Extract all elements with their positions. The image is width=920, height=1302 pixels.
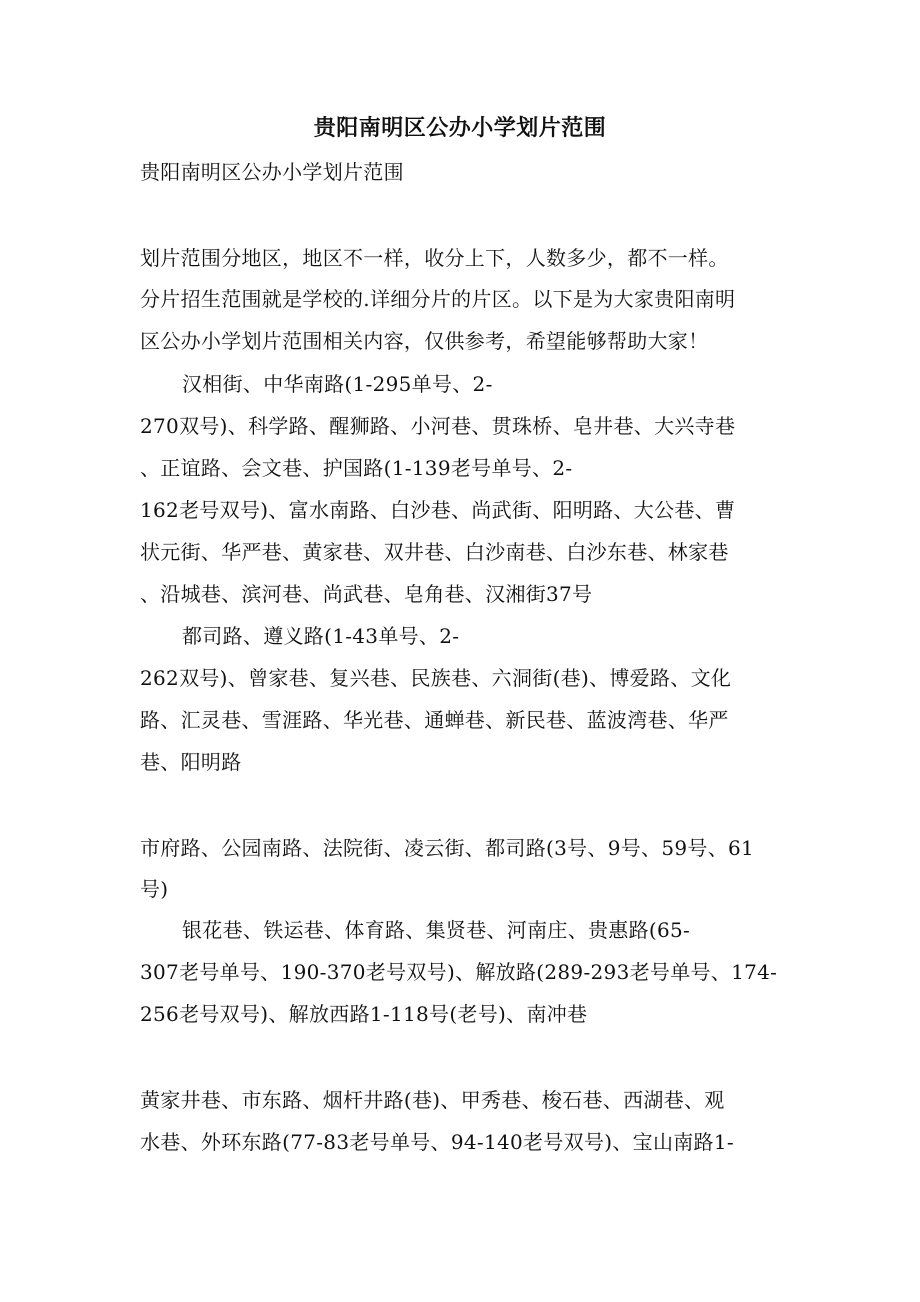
paragraph-line: 256老号双号)、解放西路1-118号(老号)、南冲巷 [140,1002,588,1026]
paragraph-line: 划片范围分地区，地区不一样，收分上下，人数多少，都不一样。 [140,246,729,270]
paragraph-line: 状元街、华严巷、黄家巷、双井巷、白沙南巷、白沙东巷、林家巷 [140,540,729,564]
paragraph-line: 307老号单号、190-370老号双号)、解放路(289-293老号单号、174- [140,960,778,984]
subtitle-line: 贵阳南明区公办小学划片范围 [140,160,404,184]
paragraph-line: 262双号)、曾家巷、复兴巷、民族巷、六洞街(巷)、博爱路、文化 [140,666,732,690]
paragraph-line: 都司路、遵义路(1-43单号、2- [182,624,460,648]
paragraph-line: 号) [140,877,169,901]
paragraph-line: 汉相街、中华南路(1-295单号、2- [182,372,493,396]
paragraph-line: 黄家井巷、市东路、烟杆井路(巷)、甲秀巷、梭石巷、西湖巷、观 [140,1088,725,1112]
paragraph-line: 270双号)、科学路、醒狮路、小河巷、贯珠桥、皂井巷、大兴寺巷 [140,414,736,438]
paragraph-line: 水巷、外环东路(77-83老号单号、94-140老号双号)、宝山南路1- [140,1130,734,1154]
paragraph-line: 、沿城巷、滨河巷、尚武巷、皂角巷、汉湘街37号 [140,582,593,606]
paragraph-line: 市府路、公园南路、法院街、凌云街、都司路(3号、9号、59号、61 [140,836,755,860]
paragraph-line: 银花巷、铁运巷、体育路、集贤巷、河南庄、贵惠路(65- [182,918,691,942]
paragraph-line: 、正谊路、会文巷、护国路(1-139老号单号、2- [140,456,573,480]
paragraph-line: 路、汇灵巷、雪涯路、华光巷、通蝉巷、新民巷、蓝波湾巷、华严 [140,708,729,732]
paragraph-line: 分片招生范围就是学校的.详细分片的片区。以下是为大家贵阳南明 [140,287,736,311]
paragraph-line: 区公办小学划片范围相关内容，仅供参考，希望能够帮助大家！ [140,329,709,353]
paragraph-line: 巷、阳明路 [140,750,242,774]
page-title: 贵阳南明区公办小学划片范围 [313,115,607,141]
paragraph-line: 162老号双号)、富水南路、白沙巷、尚武街、阳明路、大公巷、曹 [140,498,736,522]
